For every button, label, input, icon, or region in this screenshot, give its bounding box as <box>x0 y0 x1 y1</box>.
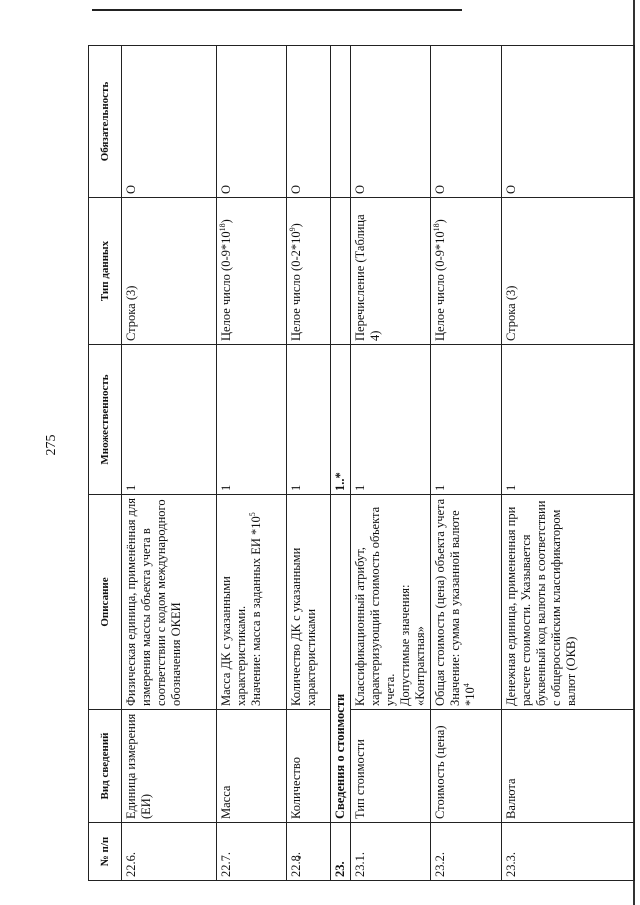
header-multiplicity: Множественность <box>89 345 122 495</box>
row-required: О <box>431 46 502 198</box>
table-row <box>217 46 287 881</box>
description-line: Допустимые значения: <box>398 584 412 706</box>
type-text-end: ) <box>289 223 303 228</box>
row-multiplicity: 1 <box>502 345 635 495</box>
table-header-row <box>89 46 122 881</box>
section-num: 23. <box>331 823 351 881</box>
description-line: Классификационный атрибут, характеризующий стоимость объекта учета. <box>353 506 397 706</box>
row-data-type: Строка (3) <box>122 198 217 345</box>
exponent: 18 <box>431 223 441 232</box>
type-text: Целое число (0-9*10 <box>219 231 233 341</box>
row-required: О <box>217 46 287 198</box>
table-row <box>502 46 635 881</box>
row-kind: Тип стоимости <box>351 710 431 823</box>
top-rule <box>92 9 462 11</box>
row-num: 22.8. <box>287 823 331 881</box>
section-empty-cell <box>331 46 351 198</box>
section-multiplicity: 1..* <box>331 345 351 495</box>
header-num: № п/п <box>89 823 122 881</box>
type-text: Целое число (0-2*10 <box>289 231 303 341</box>
table-row <box>351 46 431 881</box>
section-title: Сведения о стоимости <box>331 495 351 823</box>
exponent: 18 <box>217 223 227 232</box>
row-kind: Стоимость (цена) <box>431 710 502 823</box>
description-line: «Контрактная» <box>413 626 427 706</box>
row-required: О <box>287 46 331 198</box>
header-kind: Вид сведений <box>89 710 122 823</box>
type-text-end: ) <box>219 219 233 224</box>
row-data-type <box>217 198 287 345</box>
exponent: 5 <box>247 512 257 517</box>
page-number: 275 <box>44 434 59 456</box>
type-text-end: ) <box>433 219 447 224</box>
description-line: Значение: сумма в указанной валюте *10 <box>448 510 477 706</box>
row-data-type: Строка (3) <box>502 198 635 345</box>
row-required: О <box>502 46 635 198</box>
row-multiplicity: 1 <box>351 345 431 495</box>
row-num: 22.7. <box>217 823 287 881</box>
row-kind: Количество <box>287 710 331 823</box>
exponent: 4 <box>461 683 471 688</box>
table-row <box>431 46 502 881</box>
row-num: 23.1. <box>351 823 431 881</box>
row-description: Денежная единица, примененная при расчете стоимости. Указывается буквенный код валюты в соответствии с общероссийским классификатором валют (ОКВ) <box>502 495 635 710</box>
row-num: 23.3. <box>502 823 635 881</box>
row-data-type <box>287 198 331 345</box>
data-table <box>88 45 635 881</box>
row-multiplicity: 1 <box>217 345 287 495</box>
row-num: 23.2. <box>431 823 502 881</box>
section-row <box>331 46 351 881</box>
row-description <box>217 495 287 710</box>
row-kind: Единица измерения (ЕИ) <box>122 710 217 823</box>
row-multiplicity: 1 <box>431 345 502 495</box>
row-kind: Масса <box>217 710 287 823</box>
row-data-type <box>431 198 502 345</box>
row-description <box>431 495 502 710</box>
row-num: 22.6. <box>122 823 217 881</box>
description-line: Значение: масса в заданных ЕИ *10 <box>249 516 263 706</box>
description-line: Общая стоимость (цена) объекта учета <box>433 498 447 706</box>
section-empty-cell <box>331 198 351 345</box>
row-multiplicity: 1 <box>287 345 331 495</box>
table-row <box>122 46 217 881</box>
row-description: Физическая единица, применённая для измерения массы объекта учета в соответствии с кодом международного обозначения ОКЕИ <box>122 495 217 710</box>
description-line: Масса ДК с указанными характеристиками. <box>219 576 248 706</box>
row-required: О <box>351 46 431 198</box>
header-required: Обязательность <box>89 46 122 198</box>
row-kind: Валюта <box>502 710 635 823</box>
row-required: О <box>122 46 217 198</box>
rotated-table-sheet <box>88 46 629 881</box>
table-row <box>287 46 331 881</box>
row-multiplicity: 1 <box>122 345 217 495</box>
exponent: 9 <box>287 227 297 232</box>
row-data-type: Перечисление (Таблица 4) <box>351 198 431 345</box>
type-text: Целое число (0-9*10 <box>433 231 447 341</box>
row-description: Количество ДК с указанными характеристиками <box>287 495 331 710</box>
header-data-type: Тип данных <box>89 198 122 345</box>
row-description <box>351 495 431 710</box>
header-description: Описание <box>89 495 122 710</box>
